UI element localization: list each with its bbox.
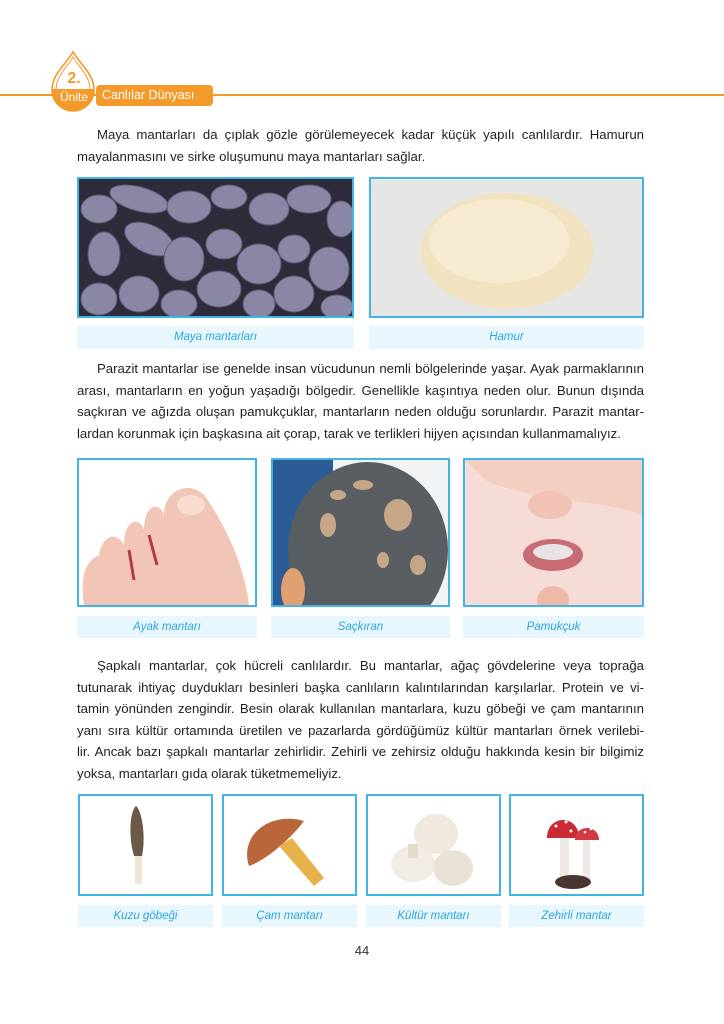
paragraph-cap-mushrooms bbox=[77, 655, 644, 784]
figure-athletes-foot bbox=[77, 458, 257, 607]
text-line: mayalanmasını ve sirke oluşumunu maya mantarları sağlar. bbox=[77, 148, 426, 164]
dough-image bbox=[371, 179, 642, 316]
text-line: lardan korunmak için başkasına ait çorap, tarak ve terlikleri hijyen açısından kullanmamalıyız. bbox=[77, 425, 621, 441]
figure-ringworm bbox=[271, 458, 450, 607]
unit-badge bbox=[50, 50, 98, 114]
foot-image bbox=[79, 460, 255, 605]
caption-dough: Hamur bbox=[369, 326, 644, 349]
scalp-image bbox=[273, 460, 448, 605]
text-line: saçkıran ve ağızda oluşan pamukçuklar, mantarların neden olduğu sorunlardır. Parazit mantar- bbox=[77, 404, 644, 419]
figure-pine-mushroom bbox=[222, 794, 357, 896]
figure-yeast bbox=[77, 177, 354, 318]
figure-button-mushrooms bbox=[366, 794, 501, 896]
text-line: lir. Ancak bazı şapkalı mantarlar zehirlidir. Zehirli ve zehirsiz olduğu hakkında kesin bir bilgimiz bbox=[77, 744, 644, 759]
figure-dough bbox=[369, 177, 644, 318]
paragraph-parasitic bbox=[77, 358, 644, 444]
caption-athletes-foot: Ayak mantarı bbox=[77, 616, 257, 638]
text-line: Parazit mantarlar ise genelde insan vücudunun nemli bölgelerinde yaşar. Ayak parmaklarının bbox=[97, 361, 644, 376]
caption-fly-agaric: Zehirli mantar bbox=[509, 905, 644, 927]
text-line: Şapkalı mantarlar, çok hücreli canlılardır. Bu mantarlar, ağaç gövdelerine veya toprağa bbox=[97, 658, 644, 673]
text-line: arası, mantarların en yoğun yaşadığı bölgedir. Genellikle kaşıntıya neden olur. Bunun dışında bbox=[77, 382, 644, 398]
caption-pine-mushroom: Çam mantarı bbox=[222, 905, 357, 927]
button-mushrooms-image bbox=[368, 796, 499, 894]
page-number: 44 bbox=[354, 943, 370, 958]
fly-agaric-image bbox=[511, 796, 642, 894]
morel-image bbox=[80, 796, 211, 894]
chapter-title: Canlılar Dünyası bbox=[96, 85, 213, 106]
unit-label: Ünite bbox=[59, 90, 88, 104]
caption-thrush: Pamukçuk bbox=[463, 616, 644, 638]
pine-mushroom-image bbox=[224, 796, 355, 894]
yeast-micrograph-image bbox=[79, 179, 352, 316]
text-line: yoksa, mantarları gıda olarak tüketmemeliyiz. bbox=[77, 765, 342, 781]
figure-thrush bbox=[463, 458, 644, 607]
caption-morel: Kuzu göbeği bbox=[78, 905, 213, 927]
caption-button-mushrooms: Kültür mantarı bbox=[366, 905, 501, 927]
unit-number: 2. bbox=[67, 70, 81, 87]
caption-ringworm: Saçkıran bbox=[271, 616, 450, 638]
thrush-image bbox=[465, 460, 642, 605]
figure-morel bbox=[78, 794, 213, 896]
text-line: yanı sıra kültür ortamında üretilen ve pazarlarda gördüğümüz kültür mantarları örnek verilebi- bbox=[77, 722, 644, 738]
text-line: tamin yönünden zengindir. Besin olarak kullanılan mantarlara, kuzu göbeği ve çam mantarının bbox=[77, 701, 644, 716]
caption-yeast: Maya mantarları bbox=[77, 326, 354, 349]
text-line: Maya mantarları da çıplak gözle görülemeyecek kadar küçük yapılı canlılardır. Hamurun bbox=[97, 127, 644, 142]
figure-fly-agaric bbox=[509, 794, 644, 896]
text-line: tutunarak ihtiyaç duydukları besinleri başka canlıların kalıntılarından karşılarlar. Protein ve vi- bbox=[77, 679, 644, 695]
paragraph-yeast bbox=[77, 124, 644, 167]
